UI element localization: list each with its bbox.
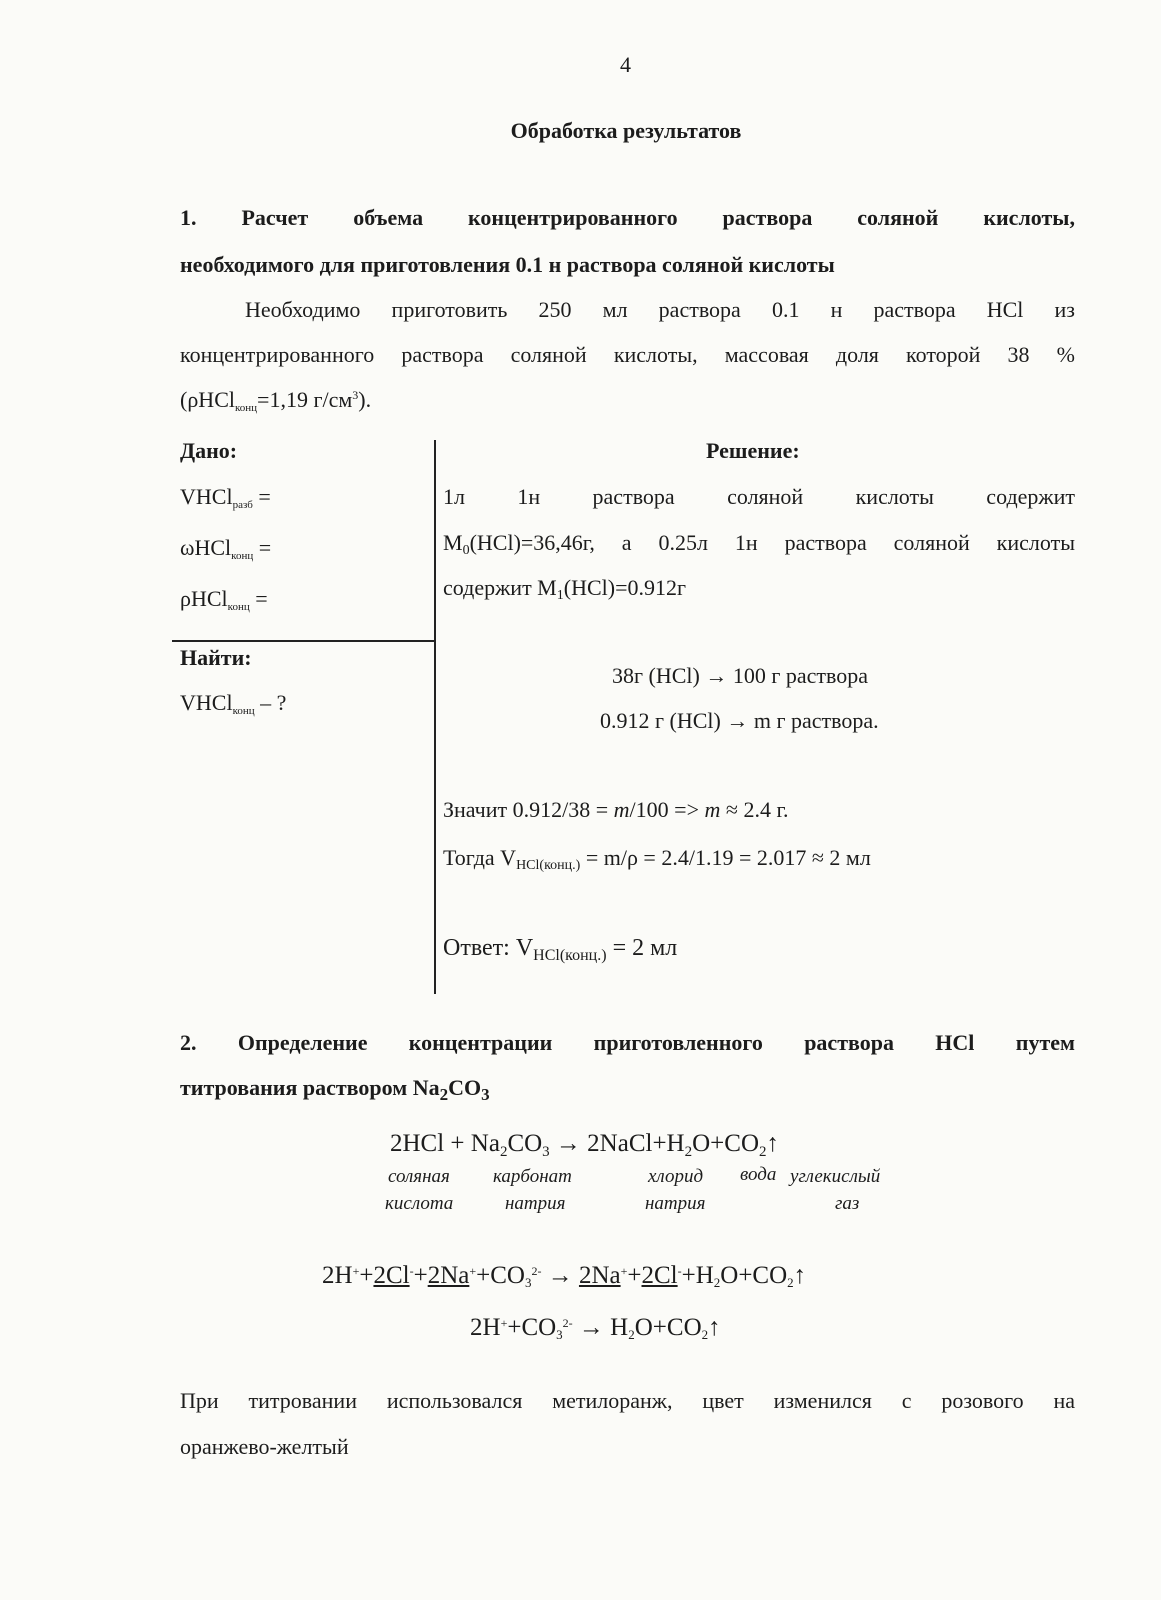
section1-intro-line1: Необходимо приготовить 250 мл раствора 0.1 н раствора HCl из <box>245 297 1075 322</box>
full-ionic-equation: $2H^++2Cl^-+2Na^++CO_3^{2-}$ → $2Na^++2Cl^-+H_2O+CO_2↑$ <box>322 1262 807 1290</box>
given-v-dilute: VHCl$_{разб}$ = <box>180 484 271 511</box>
solution-answer: Ответ: $V_{HCl(конц.)} = 2$ мл <box>443 935 678 964</box>
conclusion-line2: оранжево-желтый <box>180 1434 349 1459</box>
table-vertical-divider <box>434 440 436 994</box>
molecular-equation: $2HCl + Na_2CO_3$ → $2NaCl+H_2O+CO_2↑$ <box>390 1130 779 1160</box>
given-omega-conc: ωHCl$_{конц}$ = <box>180 535 272 562</box>
find-label: Найти: <box>180 645 252 670</box>
section1-intro-line2: концентрированного раствора соляной кислоты, массовая доля которой 38 % <box>180 342 1075 367</box>
given-label: Дано: <box>180 438 238 463</box>
proportion-line1: 38г (HCl) → 100 г раствора <box>612 663 869 688</box>
conclusion-line1: При титровании использовался метилоранж, цвет изменился с розового на <box>180 1388 1075 1413</box>
label-carbon-dioxide-2: газ <box>835 1193 860 1214</box>
page-heading: Обработка результатов <box>510 118 742 143</box>
solution-line3: содержит $M_1(HCl)=0.912г$ <box>443 575 687 603</box>
label-sodium-carbonate-2: натрия <box>505 1193 566 1214</box>
label-hydrochloric-acid-2: кислота <box>385 1193 454 1214</box>
proportion-line2: 0.912 г (HCl) → m г раствора. <box>600 708 879 733</box>
solution-line2: $M_0(HCl)=36,46г$, а 0.25л 1н раствора соляной кислоты <box>443 530 1075 558</box>
calc-mass: Значит 0.912/38 = m/100 => m ≈ 2.4 г. <box>443 797 789 822</box>
section2-title-line2: титрования раствором $Na_2CO_3$ <box>180 1075 490 1104</box>
short-ionic-equation: $2H^++CO_3^{2-}$ → $H_2O+CO_2↑$ <box>470 1314 721 1342</box>
table-horizontal-divider <box>172 640 435 642</box>
given-rho-conc: ρHCl$_{конц}$ = <box>180 586 268 613</box>
section1-intro-line3: (ρHCl$_{конц}$=1,19 $г/см^3$). <box>180 387 372 414</box>
calc-volume: Тогда $V_{HCl(конц.)} = m/\rho = 2.4/1.19 = 2.017 \approx 2$ мл <box>443 845 871 873</box>
label-sodium-chloride-2: натрия <box>645 1193 706 1214</box>
label-sodium-chloride-1: хлорид <box>648 1166 704 1187</box>
section1-title-line1: 1. Расчет объема концентрированного раствора соляной кислоты, <box>180 205 1075 230</box>
page-number: 4 <box>620 52 631 77</box>
section1-title-line2: необходимого для приготовления 0.1 н раствора соляной кислоты <box>180 252 835 277</box>
section2-title-line1: 2. Определение концентрации приготовленного раствора HCl путем <box>180 1030 1075 1055</box>
label-water: вода <box>740 1164 777 1185</box>
solution-label: Решение: <box>706 438 800 463</box>
label-sodium-carbonate-1: карбонат <box>493 1166 572 1187</box>
label-carbon-dioxide-1: углекислый <box>790 1166 881 1187</box>
find-v-conc: VHCl$_{конц}$ – ? <box>180 690 287 717</box>
label-hydrochloric-acid-1: соляная <box>388 1166 450 1187</box>
solution-line1: 1л 1н раствора соляной кислоты содержит <box>443 484 1075 509</box>
